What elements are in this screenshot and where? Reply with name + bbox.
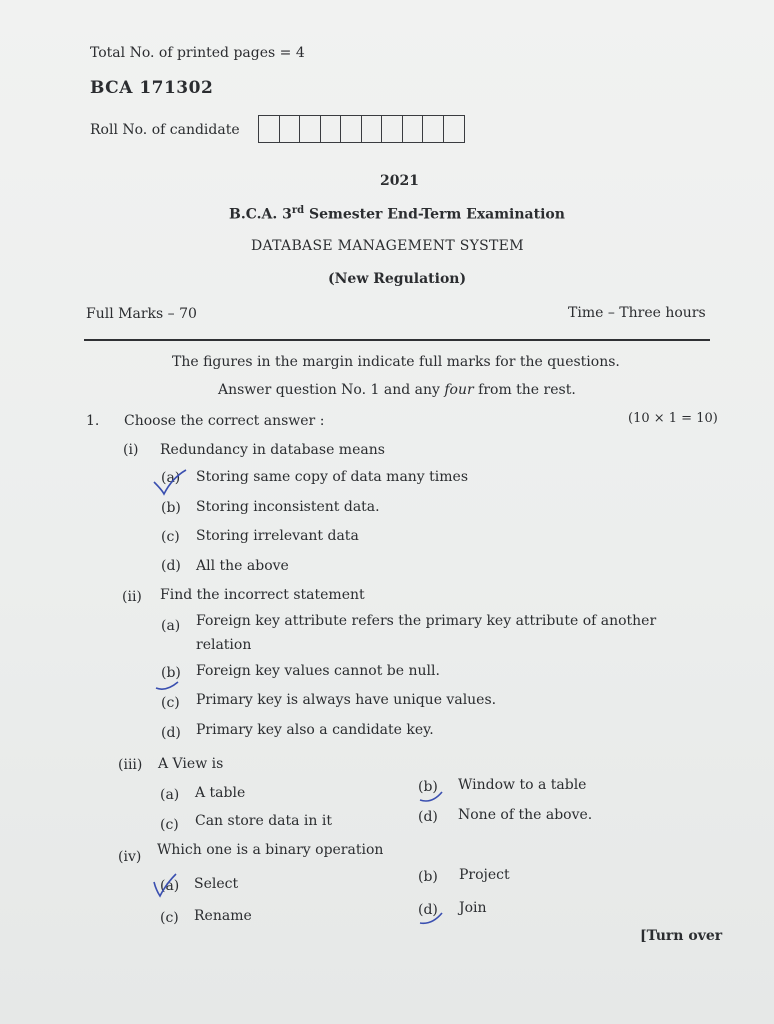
option-text: Foreign key values cannot be null. <box>196 663 440 679</box>
option-label: (d) <box>161 558 181 574</box>
option-label: (b) <box>418 779 438 795</box>
option-text: Can store data in it <box>195 813 332 829</box>
exam-title-suffix: Semester End-Term Examination <box>304 206 565 223</box>
option-text: Project <box>459 867 510 883</box>
option-text: Rename <box>194 908 252 924</box>
option-text-continued: relation <box>196 637 252 653</box>
option-label: (c) <box>160 817 179 833</box>
instruction-margin: The figures in the margin indicate full marks for the questions. <box>172 354 620 370</box>
roll-box[interactable] <box>300 116 321 142</box>
roll-label: Roll No. of candidate <box>90 122 240 138</box>
option-text: Window to a table <box>458 777 587 793</box>
option-text: Storing irrelevant data <box>196 528 359 544</box>
regulation: (New Regulation) <box>328 271 467 287</box>
option-label: (b) <box>161 500 181 516</box>
option-text: A table <box>195 785 246 801</box>
instruction-emphasis: four <box>444 382 474 398</box>
option-text: Join <box>459 900 487 916</box>
option-text: Foreign key attribute refers the primary key attribute of another <box>196 613 657 629</box>
option-label: (c) <box>161 529 180 545</box>
part-stem: A View is <box>158 756 224 772</box>
roll-box[interactable] <box>321 116 342 142</box>
roll-box[interactable] <box>444 116 465 142</box>
option-label: (a) <box>161 470 181 486</box>
option-label: (d) <box>161 725 181 741</box>
instruction-post: from the rest. <box>473 382 576 398</box>
option-label: (b) <box>161 665 181 681</box>
option-text: None of the above. <box>458 807 593 823</box>
option-label: (d) <box>418 809 438 825</box>
subject-title: DATABASE MANAGEMENT SYSTEM <box>251 238 524 254</box>
instruction-pre: Answer question No. 1 and any <box>218 382 445 398</box>
turn-over: [Turn over <box>640 928 723 944</box>
roll-number-boxes[interactable] <box>258 115 465 143</box>
roll-box[interactable] <box>259 116 280 142</box>
part-stem: Redundancy in database means <box>160 442 385 458</box>
option-label: (a) <box>160 878 180 894</box>
option-label: (d) <box>418 902 438 918</box>
exam-year: 2021 <box>380 173 419 189</box>
exam-title <box>229 205 565 223</box>
question-text: Choose the correct answer : <box>124 413 325 429</box>
part-stem: Find the incorrect statement <box>160 587 365 603</box>
option-text: Storing same copy of data many times <box>196 469 469 485</box>
option-label: (c) <box>161 695 180 711</box>
header-divider <box>84 339 710 341</box>
option-text: Primary key also a candidate key. <box>196 722 434 738</box>
printed-pages: Total No. of printed pages = 4 <box>90 45 305 61</box>
option-text: Storing inconsistent data. <box>196 499 380 515</box>
course-code: BCA 171302 <box>90 78 214 98</box>
time-allowed: Time – Three hours <box>568 305 706 321</box>
question-number: 1. <box>86 413 100 429</box>
roll-box[interactable] <box>280 116 301 142</box>
question-marks: (10 × 1 = 10) <box>628 411 718 426</box>
roll-box[interactable] <box>382 116 403 142</box>
roll-box[interactable] <box>403 116 424 142</box>
exam-title-prefix: B.C.A. 3 <box>229 206 292 223</box>
exam-title-sup: rd <box>291 205 305 216</box>
roll-box[interactable] <box>423 116 444 142</box>
part-number: (i) <box>123 442 139 458</box>
instruction-answer <box>218 382 576 398</box>
option-label: (b) <box>418 869 438 885</box>
full-marks: Full Marks – 70 <box>86 306 197 322</box>
part-number: (iv) <box>118 849 142 865</box>
option-label: (a) <box>161 618 181 634</box>
option-label: (a) <box>160 787 180 803</box>
part-number: (ii) <box>122 589 142 605</box>
roll-box[interactable] <box>362 116 383 142</box>
option-text: Select <box>194 876 239 892</box>
part-stem: Which one is a binary operation <box>157 842 384 858</box>
option-text: All the above <box>196 558 289 574</box>
roll-box[interactable] <box>341 116 362 142</box>
part-number: (iii) <box>118 757 143 773</box>
option-label: (c) <box>160 910 179 926</box>
option-text: Primary key is always have unique values. <box>196 692 497 708</box>
